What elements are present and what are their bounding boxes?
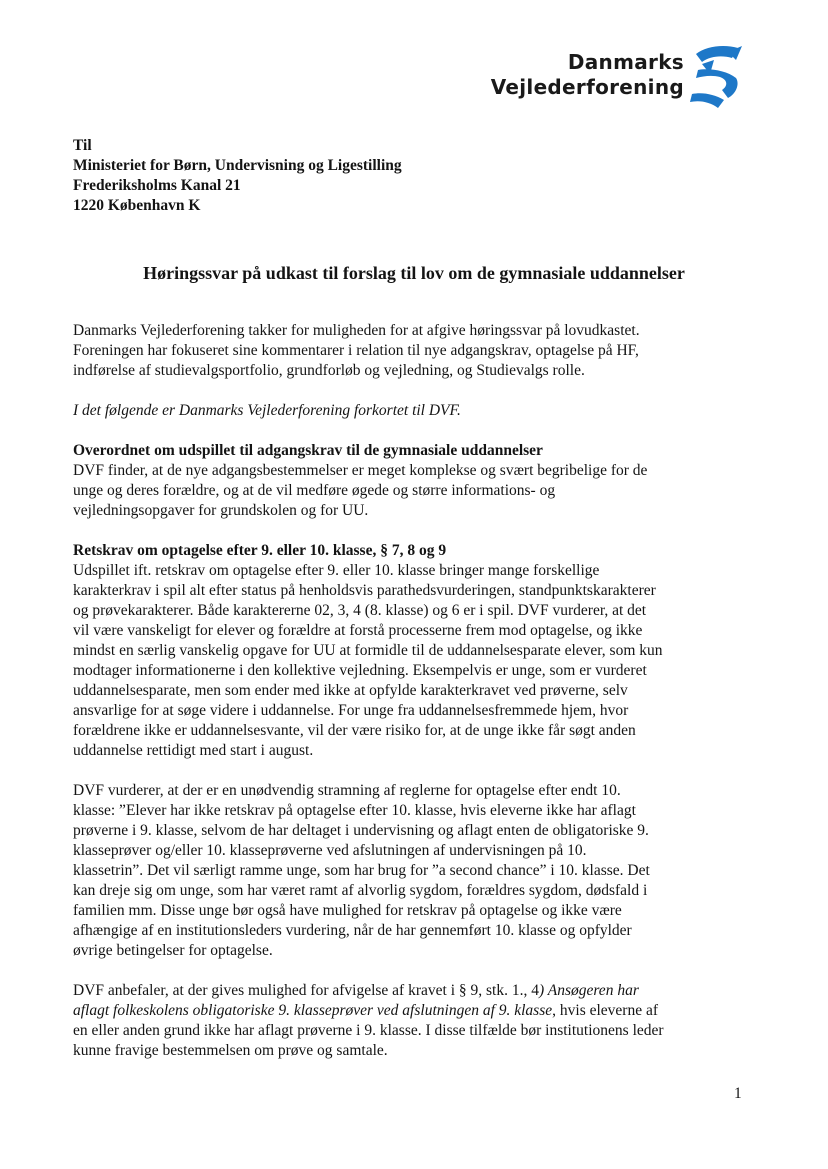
text-fragment-italic: ) Ansøgeren har [538,982,639,999]
text-line: øvrige betingelser for optagelse. [73,942,273,959]
text-line: Foreningen har fokuseret sine kommentarer i relation til nye adgangskrav, optagelse på HF, [73,342,639,359]
text-line: Danmarks Vejlederforening takker for muligheden for at afgive høringssvar på lovudkastet. [73,322,640,339]
section-paragraph [73,461,721,521]
text-line: uddannelse rettidigt med start i august. [73,742,314,759]
address-line: 1220 København K [73,197,201,214]
intro-paragraph [73,321,721,381]
document-body [73,321,721,1061]
text-fragment-italic: aflagt folkeskolens obligatoriske 9. klasseprøver ved afslutningen af 9. klasse [73,1002,553,1019]
text-line: uddannelsesparate, men som ender med ikke at opfylde karakterkravet ved prøverne, selv [73,682,628,699]
text-line: mindst en særlig vanskelig opgave for UU at formidle til de uddannelsesparate elever, som kun [73,642,663,659]
text-line: klassetrin”. Det vil særligt ramme unge, som har brug for ”a second chance” i 10. klasse. Det [73,862,650,879]
text-line: ansvarlige for at søge videre i uddannelse. For unge fra uddannelsesfremmede hjem, hvor [73,702,629,719]
text-line: en eller anden grund ikke har aflagt prøverne i 9. klasse. I disse tilfælde bør institutionens leder [73,1022,664,1039]
address-line: Til [73,137,92,154]
text-line: og prøvekarakterer. Både karaktererne 02, 3, 4 (8. klasse) og 6 er i spil. DVF vurderer, at det [73,602,647,619]
section-paragraph [73,781,721,961]
text-line: unge og deres forældre, og at de vil medføre øgede og større informations- og [73,482,556,499]
section-heading: Overordnet om udspillet til adgangskrav til de gymnasiale uddannelser [73,442,543,459]
logo-line-1: Danmarks [567,50,684,74]
text-line: modtager informationerne i den kollektive vejledning. Eksempelvis er unge, som er vurderet [73,662,647,679]
page-number: 1 [734,1085,742,1102]
text-line: vil være vanskeligt for elever og forældre at forstå processerne frem mod optagelse, og ikke [73,622,643,639]
text-line: klasseprøver og/eller 10. klasseprøverne ved afslutningen af undervisningen på 10. [73,842,587,859]
text-line: karakterkrav i spil alt efter status på henholdsvis parathedsvurderingen, standpunktskarakterer [73,582,656,599]
address-line: Ministeriet for Børn, Undervisning og Ligestilling [73,157,402,174]
text-fragment: DVF anbefaler, at der gives mulighed for afvigelse af kravet i § 9, stk. 1., 4 [73,982,539,999]
document-title: Høringssvar på udkast til forslag til lov om de gymnasiale uddannelser [143,263,685,283]
organization-logo [490,44,750,114]
section-paragraph [73,561,721,761]
logo-line-2: Vejlederforening [490,75,684,99]
abbreviation-note: I det følgende er Danmarks Vejlederforening forkortet til DVF. [73,402,461,419]
text-line: familien mm. Disse unge bør også have mulighed for retskrav på optagelse og ikke være [73,902,622,919]
logo-wordmark [491,50,684,100]
text-line: forældrene ikke er uddannelsesvante, vil der være risiko for, at de unge ikke får søgt anden [73,722,636,739]
text-line: kan dreje sig om unge, som har været ramt af alvorlig sygdom, forældres sygdom, dødsfald i [73,882,648,899]
text-line: DVF vurderer, at der er en unødvendig stramning af reglerne for optagelse efter endt 10. [73,782,621,799]
text-line: afhængige af en institutionsleders vurdering, når de har gennemført 10. klasse og opfylder [73,922,632,939]
text-line: prøverne i 9. klasse, selvom de har deltaget i undervisning og aflagt enten de obligatoriske 9. [73,822,649,839]
text-line: DVF finder, at de nye adgangsbestemmelser er meget komplekse og svært begribelige for de [73,462,648,479]
danmarks-vejlederforening-mark-icon [688,44,744,108]
address-line: Frederiksholms Kanal 21 [73,177,241,194]
text-line: klasse: ”Elever har ikke retskrav på optagelse efter 10. klasse, hvis eleverne ikke har aflagt [73,802,636,819]
text-line: Udspillet ift. retskrav om optagelse efter 9. eller 10. klasse bringer mange forskellige [73,562,600,579]
section-heading: Retskrav om optagelse efter 9. eller 10. klasse, § 7, 8 og 9 [73,542,447,559]
text-fragment: , hvis eleverne af [552,1002,659,1019]
section-paragraph [73,981,721,1061]
recipient-address [73,136,402,216]
text-line: kunne fravige bestemmelsen om prøve og samtale. [73,1042,388,1059]
text-line: vejledningsopgaver for grundskolen og for UU. [73,502,369,519]
text-line: indførelse af studievalgsportfolio, grundforløb og vejledning, og Studievalgs rolle. [73,362,585,379]
